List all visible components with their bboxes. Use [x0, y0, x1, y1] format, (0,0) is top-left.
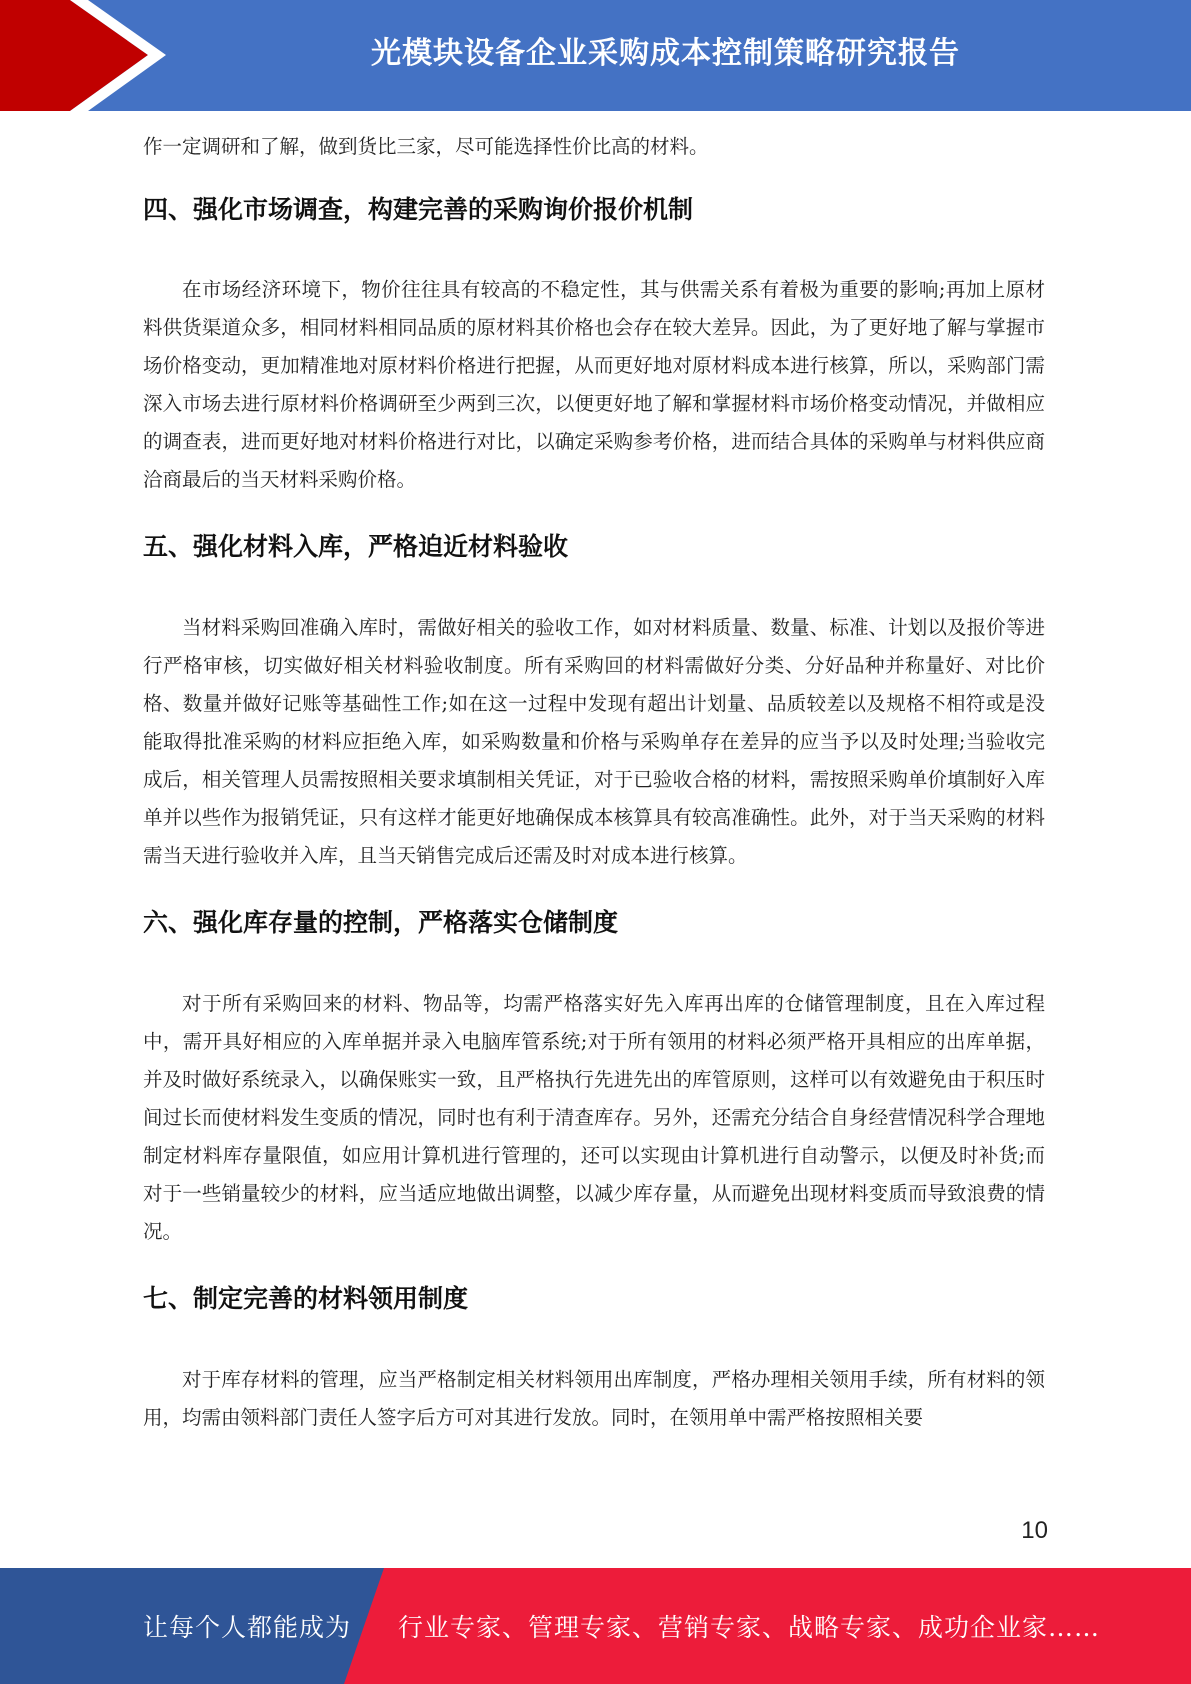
intro-continuation: 作一定调研和了解，做到货比三家，尽可能选择性价比高的材料。 [143, 135, 709, 158]
section-paragraph-4: 在市场经济环境下，物价往往具有较高的不稳定性，其与供需关系有着极为重要的影响;再加上原材料供货渠道众多，相同材料相同品质的原材料其价格也会存在较大差异。因此，为了更好地了解与掌握市场价格变动，更加精准地对原材料价格进行把握，从而更好地对原材料成本进行核算，所以，采购部门需深入市场去进行原材料价格调研至少两到三次，以便更好地了解和掌握材料市场价格变动情况，并做相应的调查表，进而更好地对材料价格进行对比，以确定采购参考价格，进而结合具体的采购单与材料供应商洽商最后的当天材料采购价格。 [143, 278, 1045, 491]
section-heading-6: 六、强化库存量的控制，严格落实仓储制度 [143, 908, 619, 937]
section-paragraph-7: 对于库存材料的管理，应当严格制定相关材料领用出库制度，严格办理相关领用手续，所有材料的领用，均需由领料部门责任人签字后方可对其进行发放。同时，在领用单中需严格按照相关要 [143, 1368, 1045, 1429]
footer-slogan-left: 让每个人都能成为 [143, 1613, 352, 1642]
report-title: 光模块设备企业采购成本控制策略研究报告 [371, 36, 960, 71]
footer-slogan-right: 行业专家、管理专家、营销专家、战略专家、成功企业家…… [398, 1613, 1101, 1642]
page-content [143, 128, 1045, 1437]
page-footer [0, 1568, 1191, 1684]
header-red-arrow-shape [0, 0, 148, 111]
section-paragraph-6: 对于所有采购回来的材料、物品等，均需严格落实好先入库再出库的仓储管理制度，且在入库过程中，需开具好相应的入库单据并录入电脑库管系统;对于所有领用的材料必须严格开具相应的出库单据，并及时做好系统录入，以确保账实一致，且严格执行先进先出的库管原则，这样可以有效避免由于积压时间过长而使材料发生变质的情况，同时也有利于清查库存。另外，还需充分结合自身经营情况科学合理地制定材料库存量限值，如应用计算机进行管理的，还可以实现由计算机进行自动警示，以便及时补货;而对于一些销量较少的材料，应当适应地做出调整，以减少库存量，从而避免出现材料变质而导致浪费的情况。 [143, 992, 1045, 1243]
section-heading-4: 四、强化市场调查，构建完善的采购询价报价机制 [143, 195, 694, 224]
page-number: 10 [1021, 1517, 1048, 1544]
page-header [0, 0, 1191, 111]
section-heading-5: 五、强化材料入库，严格迫近材料验收 [143, 532, 569, 561]
section-heading-7: 七、制定完善的材料领用制度 [143, 1284, 469, 1313]
section-paragraph-5: 当材料采购回准确入库时，需做好相关的验收工作，如对材料质量、数量、标准、计划以及报价等进行严格审核，切实做好相关材料验收制度。所有采购回的材料需做好分类、分好品种并称量好、对比价格、数量并做好记账等基础性工作;如在这一过程中发现有超出计划量、品质较差以及规格不相符或是没能取得批准采购的材料应拒绝入库，如采购数量和价格与采购单存在差异的应当予以及时处理;当验收完成后，相关管理人员需按照相关要求填制相关凭证，对于已验收合格的材料，需按照采购单价填制好入库单并以些作为报销凭证，只有这样才能更好地确保成本核算具有较高准确性。此外，对于当天采购的材料需当天进行验收并入库，且当天销售完成后还需及时对成本进行核算。 [143, 616, 1045, 867]
